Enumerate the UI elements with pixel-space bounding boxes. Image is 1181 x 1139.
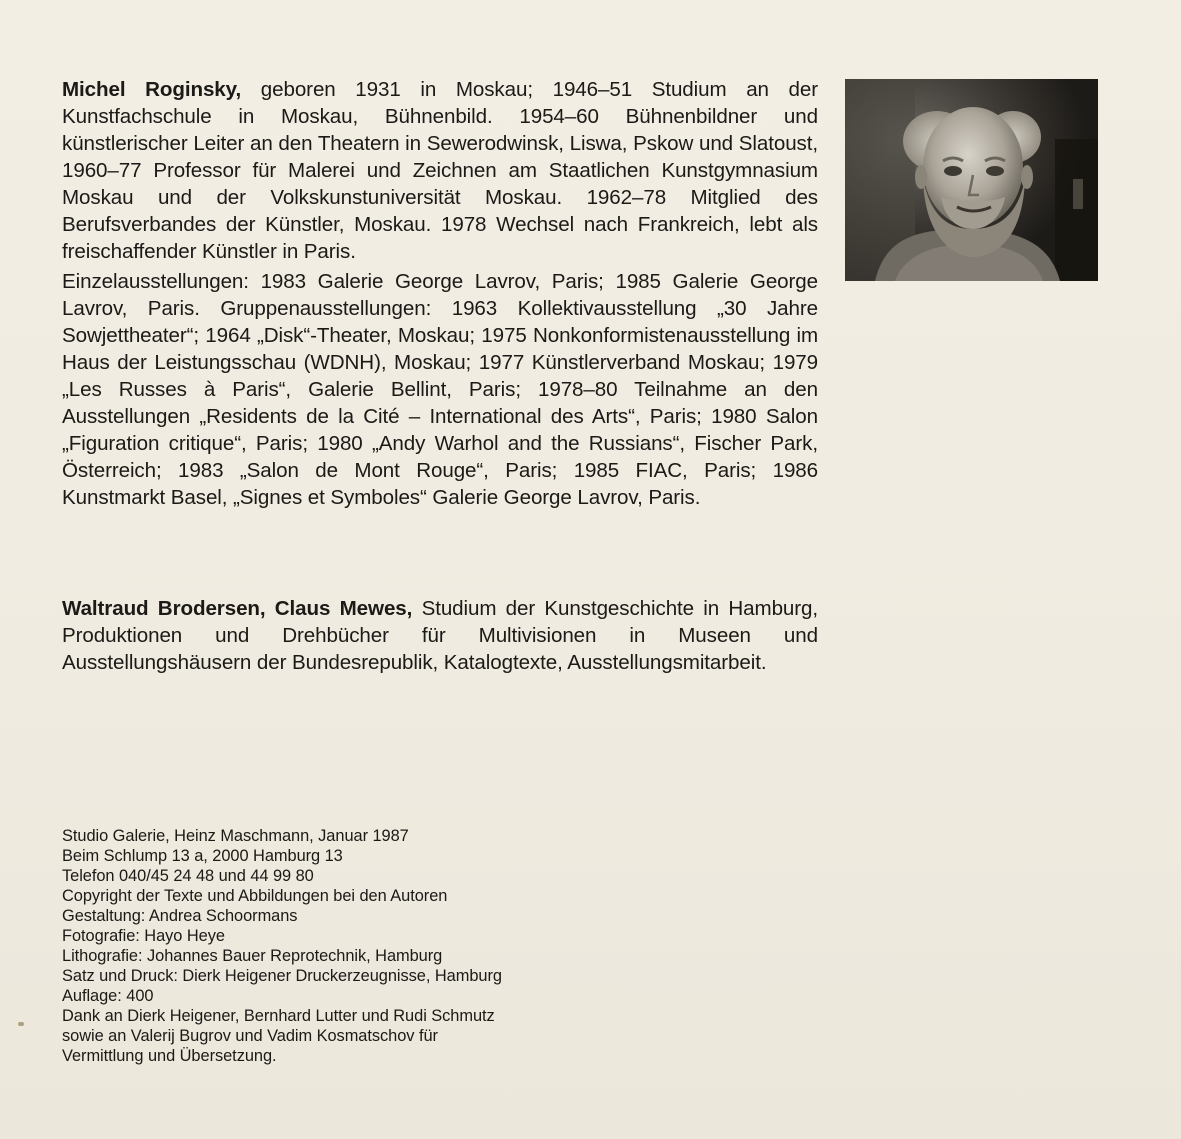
colophon-line: Copyright der Texte und Abbildungen bei den Autoren xyxy=(62,887,448,905)
colophon-line: Vermittlung und Übersetzung. xyxy=(62,1047,277,1065)
colophon xyxy=(62,826,622,1066)
colophon-line: Auflage: 400 xyxy=(62,987,154,1005)
artist-bio-text: geboren 1931 in Moskau; 1946–51 Studium an der Kunstfachschule in Moskau, Bühnenbild. 1954–60 Bühnenbildner und künstlerischer Leiter an den Theatern in Sewerodwinsk, Liswa, Pskow und Slatoust, 1960–77 Professor für Malerei und Zeichnen am Staatlichen Kunstgymnasium Moskau und der Volkskunstuniversität Moskau. 1962–78 Mitglied des Berufsverbandes der Künstler, Moskau. 1978 Wechsel nach Frankreich, lebt als freischaffender Künstler in Paris. xyxy=(62,78,819,263)
exhibitions-list xyxy=(62,268,818,511)
paper-speck xyxy=(18,1022,24,1026)
colophon-line: Beim Schlump 13 a, 2000 Hamburg 13 xyxy=(62,847,343,865)
artist-biography xyxy=(62,76,818,265)
colophon-line: Studio Galerie, Heinz Maschmann, Januar 1987 xyxy=(62,827,409,845)
colophon-line: Dank an Dierk Heigener, Bernhard Lutter und Rudi Schmutz xyxy=(62,1007,495,1025)
colophon-line: Lithografie: Johannes Bauer Reprotechnik, Hamburg xyxy=(62,947,443,965)
authors-bio-paragraph xyxy=(62,595,818,676)
colophon-line: Fotografie: Hayo Heye xyxy=(62,927,225,945)
artist-bio-paragraph xyxy=(62,76,818,265)
colophon-line: sowie an Valerij Bugrov und Vadim Kosmatschov für xyxy=(62,1027,438,1045)
authors-biography xyxy=(62,595,818,676)
colophon-line: Telefon 040/45 24 48 und 44 99 80 xyxy=(62,867,314,885)
artist-name: Michel Roginsky, xyxy=(62,78,242,101)
exhibitions-paragraph: Einzelausstellungen: 1983 Galerie George Lavrov, Paris; 1985 Galerie George Lavrov, Paris. Gruppenausstellungen: 1963 Kollektivausstellung „30 Jahre Sowjettheater“; 1964 „Disk“-Theater, Moskau; 1975 Nonkonformistenausstellung im Haus der Leistungsschau (WDNH), Moskau; 1977 Künstlerverband Moskau; 1979 „Les Russes à Paris“, Galerie Bellint, Paris; 1978–80 Teilnahme an den Ausstellungen „Residents de la Cité – International des Arts“, Paris; 1980 Salon „Figuration critique“, Paris; 1980 „Andy Warhol and the Russians“, Fischer Park, Österreich; 1983 „Salon de Mont Rouge“, Paris; 1985 FIAC, Paris; 1986 Kunstmarkt Basel, „Signes et Symboles“ Galerie George Lavrov, Paris. xyxy=(62,270,818,509)
portrait-image xyxy=(845,79,1098,281)
authors-bio-text: Studium der Kunstgeschichte in Hamburg, Produktionen und Drehbücher für Multivisionen in Museen und Ausstellungshäusern der Bundesrepublik, Katalogtexte, Ausstellungsmitarbeit. xyxy=(62,597,819,674)
colophon-line: Gestaltung: Andrea Schoormans xyxy=(62,907,298,925)
artist-portrait-photo xyxy=(845,79,1098,281)
colophon-line: Satz und Druck: Dierk Heigener Druckerzeugnisse, Hamburg xyxy=(62,967,502,985)
authors-names: Waltraud Brodersen, Claus Mewes, xyxy=(62,597,413,620)
